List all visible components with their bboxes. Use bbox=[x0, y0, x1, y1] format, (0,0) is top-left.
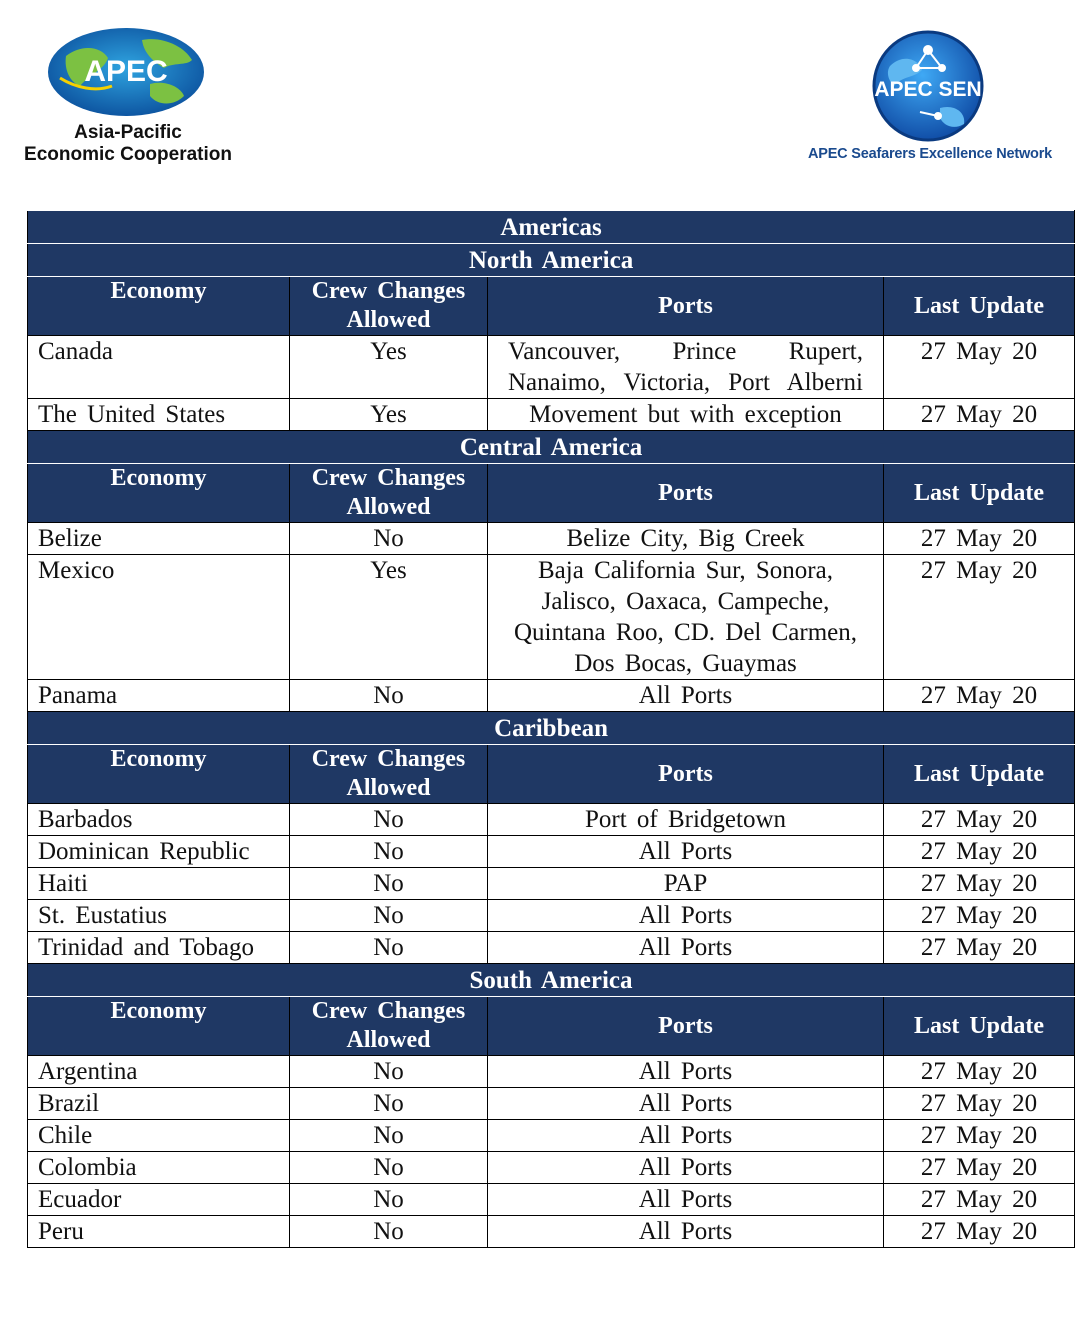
cell-last-update: 27 May 20 bbox=[884, 336, 1075, 399]
cell-economy: Chile bbox=[28, 1120, 290, 1152]
table-row bbox=[28, 399, 1075, 431]
cell-crew-changes: No bbox=[290, 1216, 488, 1248]
cell-economy: Panama bbox=[28, 680, 290, 712]
header-last-update: Last Update bbox=[884, 464, 1075, 523]
cell-economy: Brazil bbox=[28, 1088, 290, 1120]
column-header-row bbox=[28, 464, 1075, 523]
cell-ports: All Ports bbox=[488, 836, 884, 868]
column-header-row bbox=[28, 997, 1075, 1056]
header-ports: Ports bbox=[488, 997, 884, 1056]
cell-last-update: 27 May 20 bbox=[884, 900, 1075, 932]
cell-economy: Peru bbox=[28, 1216, 290, 1248]
cell-last-update: 27 May 20 bbox=[884, 1152, 1075, 1184]
cell-crew-changes: No bbox=[290, 932, 488, 964]
apec-sen-logo bbox=[790, 30, 1070, 170]
cell-crew-changes: No bbox=[290, 1184, 488, 1216]
section-row bbox=[28, 712, 1075, 745]
cell-crew-changes: No bbox=[290, 836, 488, 868]
cell-economy: Canada bbox=[28, 336, 290, 399]
cell-last-update: 27 May 20 bbox=[884, 1120, 1075, 1152]
header-ports: Ports bbox=[488, 464, 884, 523]
table-row bbox=[28, 1152, 1075, 1184]
table-row bbox=[28, 1120, 1075, 1152]
cell-economy: St. Eustatius bbox=[28, 900, 290, 932]
cell-crew-changes: No bbox=[290, 900, 488, 932]
apec-sen-name: APEC Seafarers Excellence Network bbox=[807, 146, 1053, 162]
table-title-row bbox=[28, 211, 1075, 244]
section-title: South America bbox=[28, 964, 1075, 997]
cell-economy: The United States bbox=[28, 399, 290, 431]
header-crew-changes: Crew Changes Allowed bbox=[290, 997, 488, 1056]
table-row bbox=[28, 680, 1075, 712]
apec-name-line2: Economic Cooperation bbox=[24, 144, 232, 165]
cell-economy: Argentina bbox=[28, 1056, 290, 1088]
cell-economy: Trinidad and Tobago bbox=[28, 932, 290, 964]
cell-crew-changes: No bbox=[290, 804, 488, 836]
cell-ports: Belize City, Big Creek bbox=[488, 523, 884, 555]
header-economy: Economy bbox=[28, 745, 290, 804]
apec-name-line1: Asia-Pacific bbox=[74, 122, 182, 143]
cell-ports: PAP bbox=[488, 868, 884, 900]
cell-crew-changes: No bbox=[290, 1088, 488, 1120]
header-last-update: Last Update bbox=[884, 745, 1075, 804]
cell-crew-changes: No bbox=[290, 868, 488, 900]
cell-last-update: 27 May 20 bbox=[884, 1056, 1075, 1088]
header-economy: Economy bbox=[28, 997, 290, 1056]
section-row bbox=[28, 964, 1075, 997]
table-row bbox=[28, 932, 1075, 964]
americas-crew-change-table bbox=[27, 210, 1075, 1248]
table-row bbox=[28, 804, 1075, 836]
cell-ports: All Ports bbox=[488, 1120, 884, 1152]
cell-last-update: 27 May 20 bbox=[884, 804, 1075, 836]
table-row bbox=[28, 1216, 1075, 1248]
cell-economy: Ecuador bbox=[28, 1184, 290, 1216]
cell-economy: Belize bbox=[28, 523, 290, 555]
cell-last-update: 27 May 20 bbox=[884, 1216, 1075, 1248]
header-economy: Economy bbox=[28, 277, 290, 336]
cell-last-update: 27 May 20 bbox=[884, 836, 1075, 868]
cell-crew-changes: Yes bbox=[290, 555, 488, 680]
cell-last-update: 27 May 20 bbox=[884, 680, 1075, 712]
table-row bbox=[28, 1184, 1075, 1216]
cell-ports: All Ports bbox=[488, 1088, 884, 1120]
section-title: Central America bbox=[28, 431, 1075, 464]
cell-ports: Vancouver, Prince Rupert, Nanaimo, Victoria, Port Alberni bbox=[488, 336, 884, 399]
cell-economy: Colombia bbox=[28, 1152, 290, 1184]
cell-crew-changes: No bbox=[290, 1056, 488, 1088]
cell-last-update: 27 May 20 bbox=[884, 1184, 1075, 1216]
apec-sen-globe-icon bbox=[868, 30, 990, 142]
apec-globe-text: APEC bbox=[84, 55, 168, 88]
table-row bbox=[28, 336, 1075, 399]
cell-last-update: 27 May 20 bbox=[884, 555, 1075, 680]
section-title: Caribbean bbox=[28, 712, 1075, 745]
apec-sen-globe-text: APEC SEN bbox=[874, 78, 982, 101]
cell-crew-changes: No bbox=[290, 1152, 488, 1184]
cell-economy: Barbados bbox=[28, 804, 290, 836]
header-crew-changes: Crew Changes Allowed bbox=[290, 745, 488, 804]
header-ports: Ports bbox=[488, 277, 884, 336]
apec-logo bbox=[8, 26, 248, 176]
cell-last-update: 27 May 20 bbox=[884, 523, 1075, 555]
cell-ports: Baja California Sur, Sonora, Jalisco, Oaxaca, Campeche, Quintana Roo, CD. Del Carmen, Dos Bocas, Guaymas bbox=[488, 555, 884, 680]
cell-crew-changes: No bbox=[290, 1120, 488, 1152]
table-row bbox=[28, 523, 1075, 555]
cell-last-update: 27 May 20 bbox=[884, 932, 1075, 964]
cell-last-update: 27 May 20 bbox=[884, 1088, 1075, 1120]
table-body bbox=[28, 211, 1075, 1248]
apec-name bbox=[8, 122, 248, 166]
header-ports: Ports bbox=[488, 745, 884, 804]
section-title: North America bbox=[28, 244, 1075, 277]
cell-ports: All Ports bbox=[488, 680, 884, 712]
table-row bbox=[28, 1056, 1075, 1088]
cell-ports: All Ports bbox=[488, 932, 884, 964]
cell-economy: Dominican Republic bbox=[28, 836, 290, 868]
table-row bbox=[28, 1088, 1075, 1120]
header-crew-changes: Crew Changes Allowed bbox=[290, 464, 488, 523]
table-row bbox=[28, 868, 1075, 900]
cell-economy: Mexico bbox=[28, 555, 290, 680]
table-row bbox=[28, 555, 1075, 680]
cell-crew-changes: No bbox=[290, 523, 488, 555]
cell-crew-changes: No bbox=[290, 680, 488, 712]
table-row bbox=[28, 900, 1075, 932]
header-economy: Economy bbox=[28, 464, 290, 523]
cell-last-update: 27 May 20 bbox=[884, 399, 1075, 431]
column-header-row bbox=[28, 277, 1075, 336]
header-last-update: Last Update bbox=[884, 997, 1075, 1056]
header-last-update: Last Update bbox=[884, 277, 1075, 336]
cell-economy: Haiti bbox=[28, 868, 290, 900]
cell-ports: All Ports bbox=[488, 1056, 884, 1088]
section-row bbox=[28, 244, 1075, 277]
cell-last-update: 27 May 20 bbox=[884, 868, 1075, 900]
cell-crew-changes: Yes bbox=[290, 336, 488, 399]
cell-ports: Port of Bridgetown bbox=[488, 804, 884, 836]
header-crew-changes: Crew Changes Allowed bbox=[290, 277, 488, 336]
section-row bbox=[28, 431, 1075, 464]
cell-crew-changes: Yes bbox=[290, 399, 488, 431]
table-title: Americas bbox=[28, 211, 1075, 244]
table-row bbox=[28, 836, 1075, 868]
cell-ports: All Ports bbox=[488, 1152, 884, 1184]
column-header-row bbox=[28, 745, 1075, 804]
cell-ports: Movement but with exception bbox=[488, 399, 884, 431]
apec-globe-icon bbox=[46, 26, 206, 118]
cell-ports: All Ports bbox=[488, 1216, 884, 1248]
cell-ports: All Ports bbox=[488, 1184, 884, 1216]
cell-ports: All Ports bbox=[488, 900, 884, 932]
